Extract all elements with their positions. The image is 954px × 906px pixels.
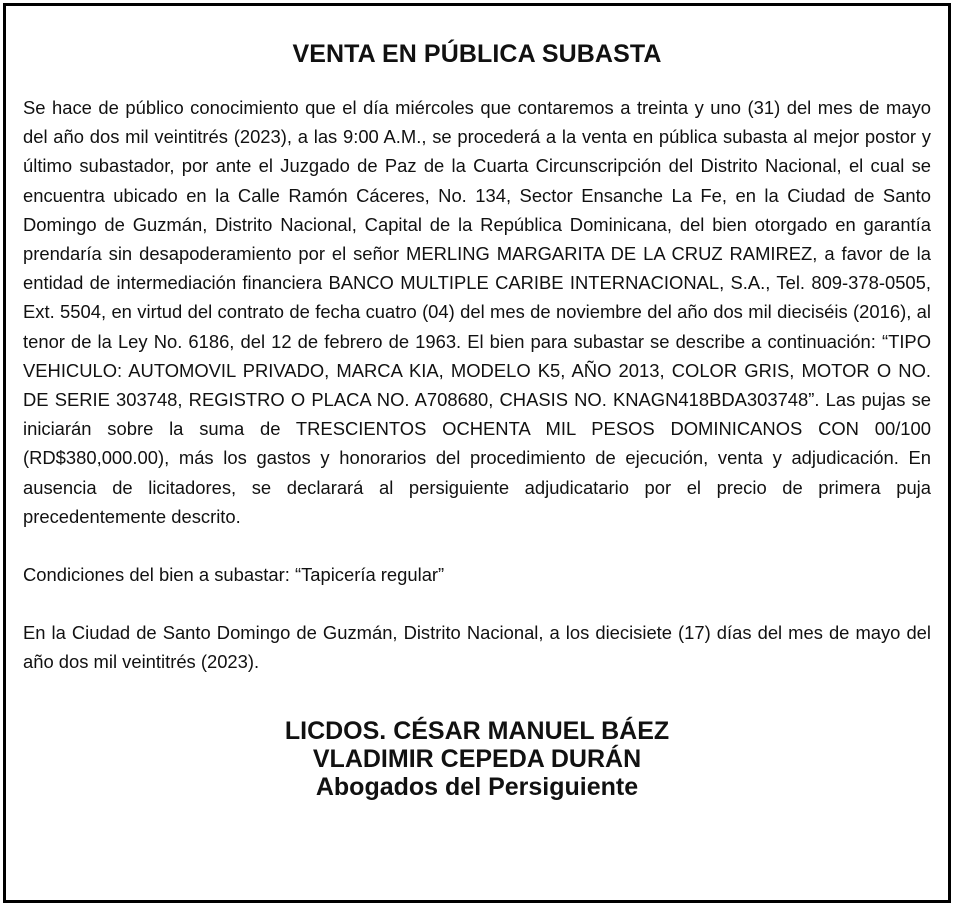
legal-notice: [3, 3, 951, 903]
notice-title: VENTA EN PÚBLICA SUBASTA: [292, 40, 662, 68]
paragraph-gap: [23, 589, 931, 618]
paragraph-gap: [23, 531, 931, 560]
signature-role: Abogados del Persiguiente: [315, 772, 639, 801]
notice-content: [23, 6, 931, 801]
signature-lawyers-line1: LICDOS. CÉSAR MANUEL BÁEZ: [284, 716, 670, 745]
paragraph-conditions: Condiciones del bien a subastar: “Tapicería regular”: [23, 564, 445, 586]
paragraph-place-date: En la Ciudad de Santo Domingo de Guzmán, Distrito Nacional, a los diecisiete (17) días del mes de mayo del año dos mil veintitrés (2023).: [23, 622, 931, 673]
signature-block: [23, 717, 931, 801]
signature-lawyers-line2: VLADIMIR CEPEDA DURÁN: [312, 744, 642, 773]
paragraph-auction-details: Se hace de público conocimiento que el día miércoles que contaremos a treinta y uno (31) del mes de mayo del año dos mil veintitrés (2023), a las 9:00 A.M., se procederá a la venta en pública subasta al mejor postor y último subastador, por ante el Juzgado de Paz de la Cuarta Circunscripción del Distrito Nacional, el cual se encuentra ubicado en la Calle Ramón Cáceres, No. 134, Sector Ensanche La Fe, en la Ciudad de Santo Domingo de Guzmán, Distrito Nacional, Capital de la República Dominicana, del bien otorgado en garantía prendaría sin desapoderamiento por el señor MERLING MARGARITA DE LA CRUZ RAMIREZ, a favor de la entidad de intermediación financiera BANCO MULTIPLE CARIBE INTERNACIONAL, S.A., Tel. 809-378-0505, Ext. 5504, en virtud del contrato de fecha cuatro (04) del mes de noviembre del año dos mil dieciséis (2016), al tenor de la Ley No. 6186, del 12 de febrero de 1963. El bien para subastar se describe a continuación: “TIPO VEHICULO: AUTOMOVIL PRIVADO, MARCA KIA, MODELO K5, AÑO 2013, COLOR GRIS, MOTOR O NO. DE SERIE 303748, REGISTRO O PLACA NO. A708680, CHASIS NO. KNAGN418BDA303748”. Las pujas se iniciarán sobre la suma de TRESCIENTOS OCHENTA MIL PESOS DOMINICANOS CON 00/100 (RD$380,000.00), más los gastos y honorarios del procedimiento de ejecución, venta y adjudicación. En ausencia de licitadores, se declarará al persiguiente adjudicatario por el precio de primera puja precedentemente descrito.: [23, 97, 931, 527]
notice-body: [23, 93, 931, 677]
